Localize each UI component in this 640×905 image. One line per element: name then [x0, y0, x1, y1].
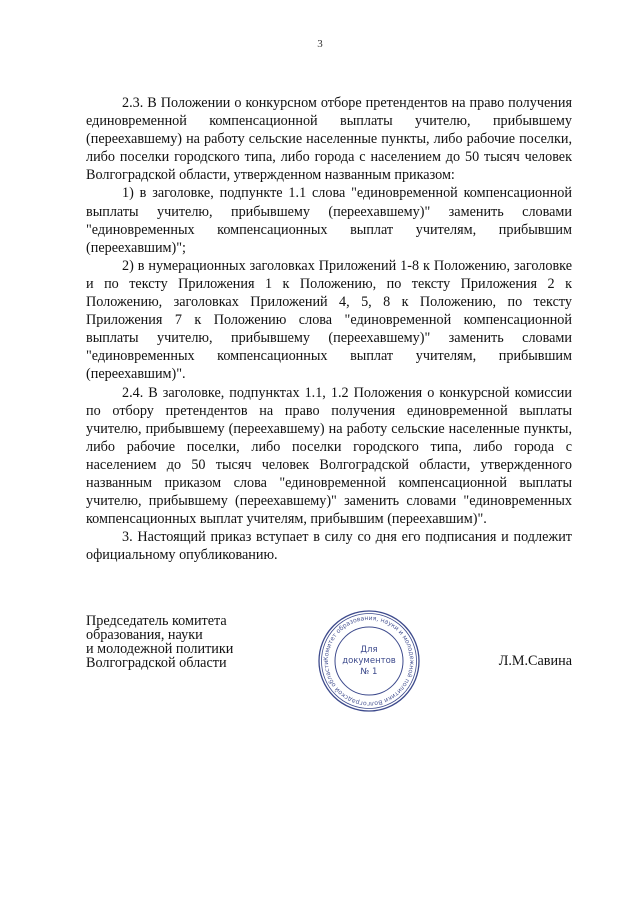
signer-title [86, 614, 233, 670]
signature-block [86, 614, 572, 714]
document-body [86, 94, 572, 564]
paragraph-2-4: 2.4. В заголовке, подпунктах 1.1, 1.2 Положения о конкурсной комиссии по отбору претендентов на право получения единовременной выплаты учителю, прибывшему (переехавшему) на работу сельские населенные пункты, либо рабочие поселки, либо поселки городского типа, либо города с населением до 50 тысяч человек Волгоградской области, утвержденного названным приказом слова "единовременной компенсационной выплаты учителю, прибывшему (переехавшему)" заменить словами "единовременных компенсационных выплат учителям, прибывшим (переехавшим)". [86, 384, 572, 528]
seal-center-line: № 1 [360, 667, 378, 677]
seal-center-line: документов [342, 656, 396, 666]
signer-name: Л.М.Савина [498, 653, 572, 669]
paragraph-3: 3. Настоящий приказ вступает в силу со дня его подписания и подлежит официальному опубликованию. [86, 529, 572, 564]
signer-title-line: и молодежной политики [86, 641, 234, 657]
signer-title-line: Волгоградской области [86, 655, 227, 671]
signer-title-line: образования, науки [86, 627, 203, 643]
official-seal-stamp [316, 608, 422, 714]
page-number: 3 [317, 38, 323, 50]
seal-center-line: Для [360, 645, 378, 655]
seal-ring-text: Комитет образования, науки и молодежной политики Волгоградской области [322, 614, 416, 708]
paragraph-item-1: 1) в заголовке, подпункте 1.1 слова "единовременной компенсационной выплаты учителю, прибывшему (переехавшему)" заменить словами "единовременных компенсационных выплат учителям, прибывшим (переехавшим)"; [86, 185, 572, 256]
signer-title-line: Председатель комитета [86, 613, 227, 629]
paragraph-2-3: 2.3. В Положении о конкурсном отборе претендентов на право получения единовременной компенсационной выплаты учителю, прибывшему (переехавшему) на работу сельские населенные пункты, либо рабочие поселки, либо поселки городского типа, либо города с населением до 50 тысяч человек Волгоградской области, утвержденном названным приказом: [86, 95, 572, 184]
paragraph-item-2: 2) в нумерационных заголовках Приложений 1-8 к Положению, заголовке и по тексту Приложения 1 к Положению, по тексту Приложения 2 к Положению, заголовках Приложений 4, 5, 8 к Положению, по тексту Приложения 7 к Положению слова "единовременной компенсационной выплаты учителю, прибывшему (переехавшему)" заменить словами "единовременных компенсационных выплат учителям, прибывшим (переехавшим)". [86, 257, 572, 383]
